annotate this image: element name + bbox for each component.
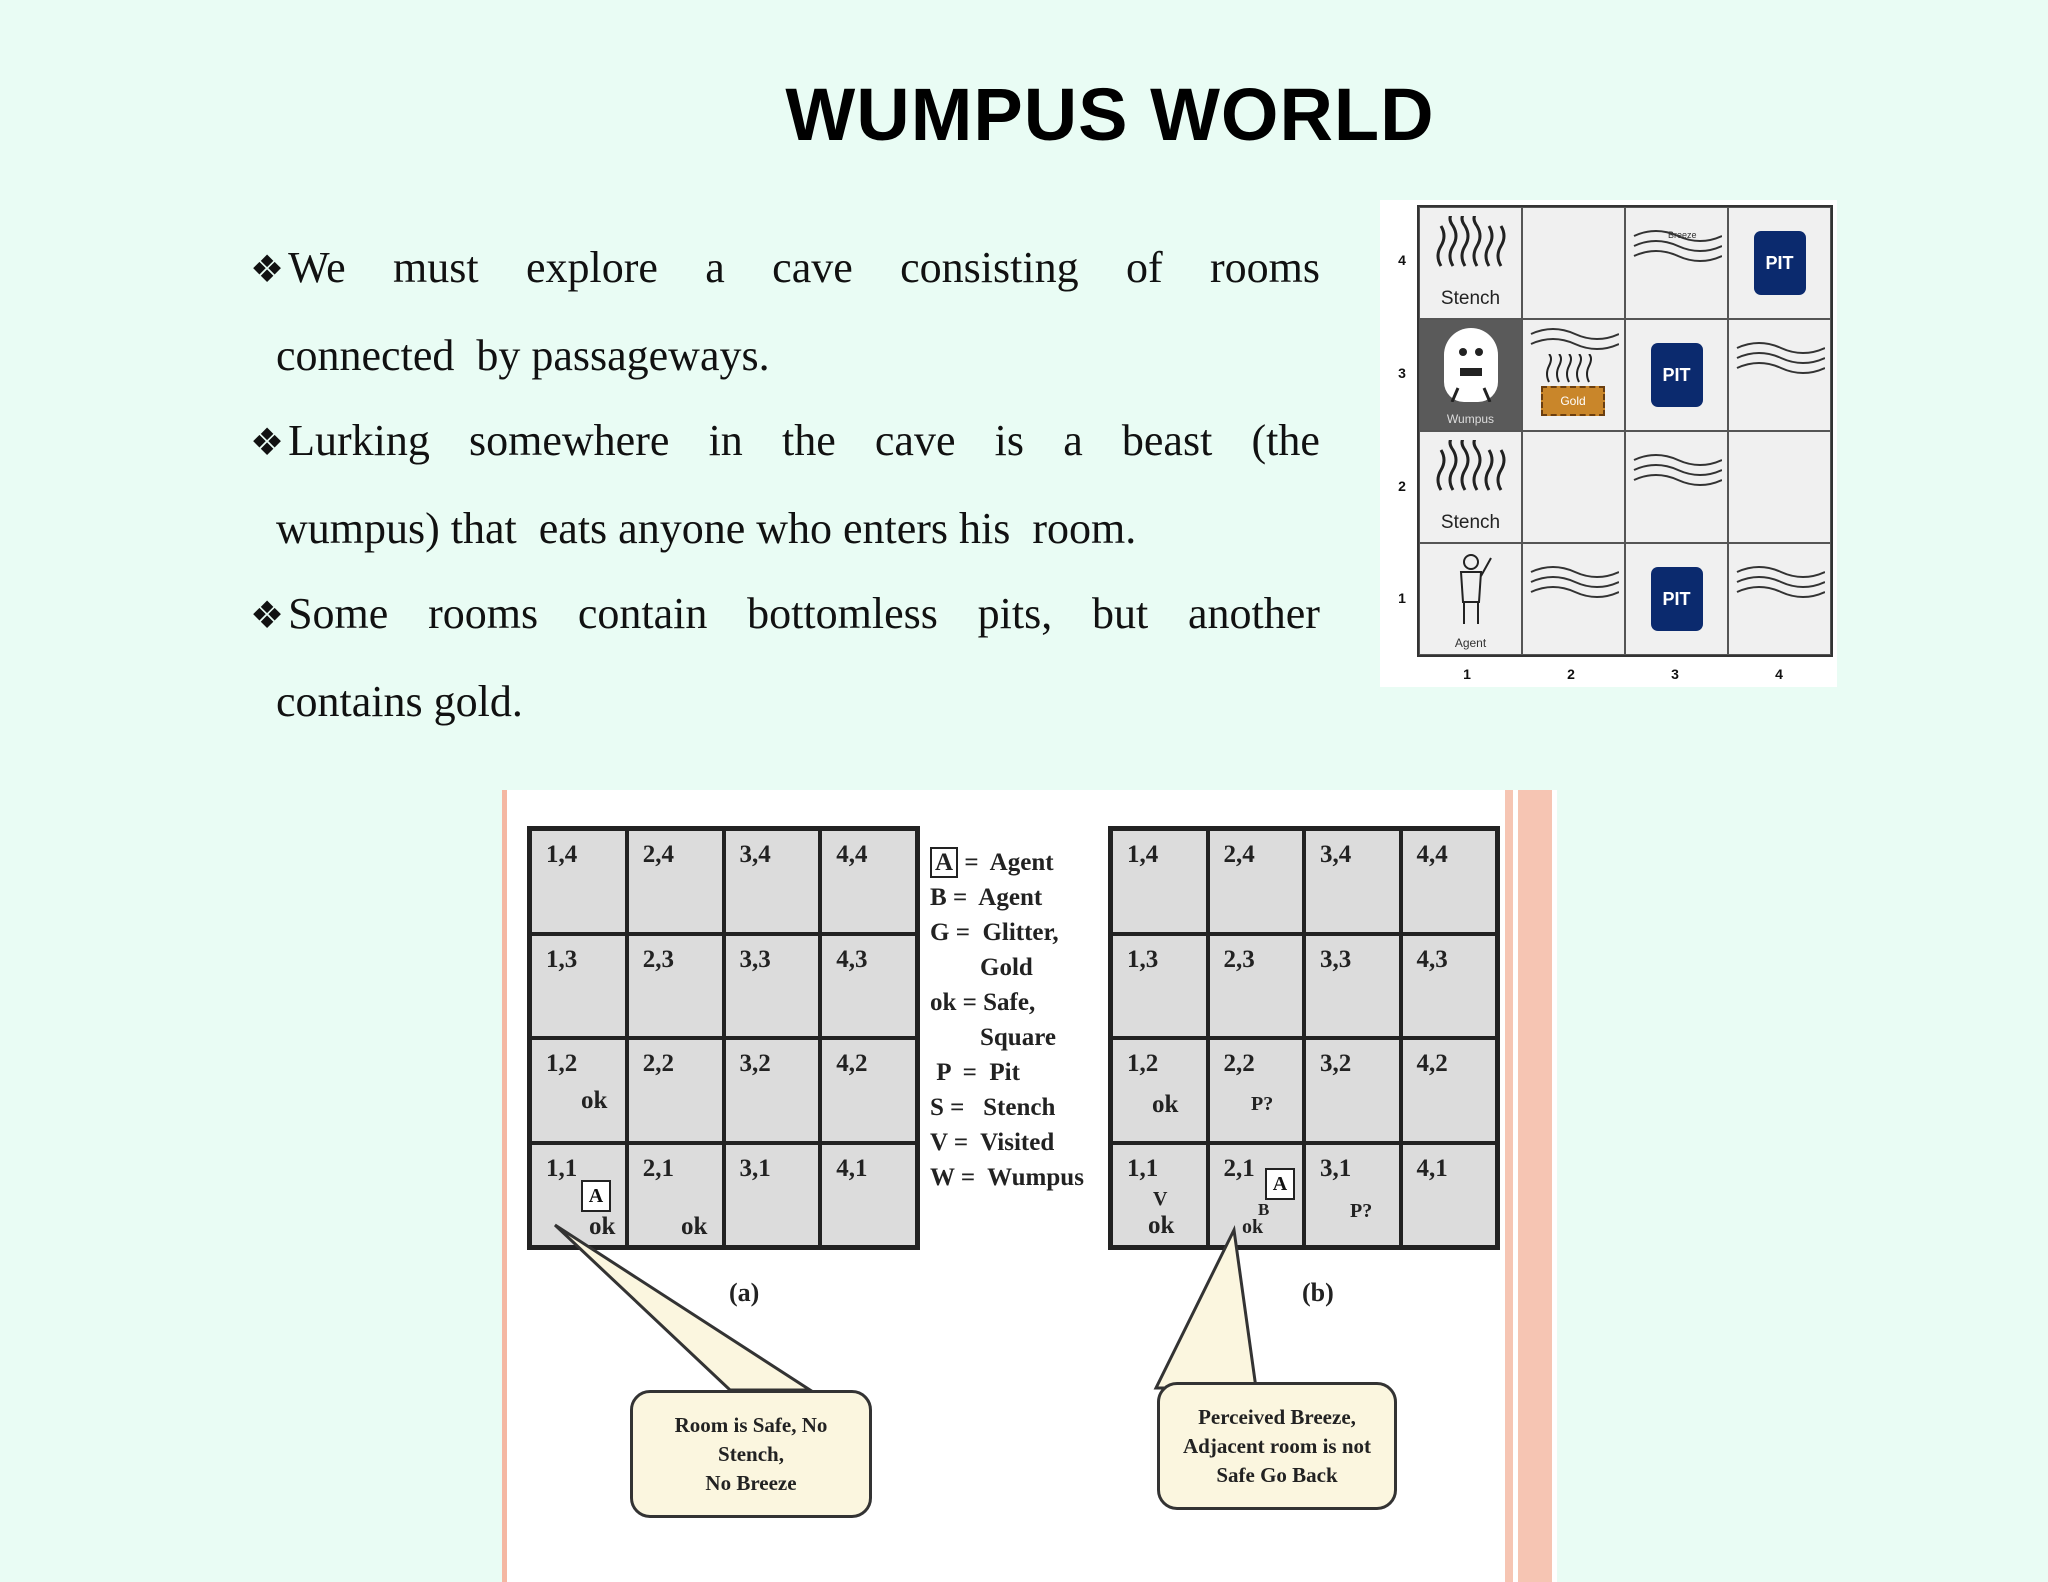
bullet-icon: ❖ — [250, 249, 285, 291]
agent-marker: A — [581, 1180, 611, 1212]
cell-1-2 — [1419, 431, 1522, 543]
callout-line: Adjacent room is not — [1182, 1433, 1371, 1458]
grid-cell — [530, 934, 627, 1039]
cell-2-1 — [1522, 543, 1625, 655]
cell-coordinate: 2,1 — [1223, 1154, 1255, 1182]
bullet-word: the — [781, 416, 836, 465]
callout-line: Safe Go Back — [1216, 1462, 1338, 1487]
grid-cell — [1401, 1038, 1498, 1143]
breeze-mark: B — [1258, 1200, 1270, 1219]
cell-coordinate: 2,2 — [642, 1050, 674, 1077]
cell-4-1 — [1728, 543, 1831, 655]
cell-coordinate: 1,1 — [1127, 1154, 1159, 1182]
cell-3-2 — [1625, 431, 1728, 543]
panel-border — [1505, 790, 1513, 1582]
cell-3-4 — [1625, 207, 1728, 319]
bullet-word: of — [1125, 243, 1163, 292]
cell-coordinate: 3,2 — [739, 1050, 771, 1077]
legend-text: = Stench — [943, 1094, 1056, 1121]
cell-coordinate: 4,2 — [1416, 1050, 1448, 1077]
callout-line: Stench, — [718, 1441, 784, 1466]
breeze-icon — [1632, 448, 1722, 488]
grid-cell — [1304, 934, 1401, 1039]
legend-key: G — [930, 919, 950, 946]
cell-1-1 — [1419, 543, 1522, 655]
legend-row — [930, 1090, 1084, 1125]
legend-row — [930, 915, 1084, 950]
cell-coordinate: 3,4 — [739, 841, 771, 868]
ok-mark: ok — [589, 1213, 616, 1240]
legend-text: Square — [930, 1024, 1056, 1051]
legend-key: P — [930, 1059, 951, 1086]
cell-2-3 — [1522, 319, 1625, 431]
callout-b-pointer — [1156, 1230, 1256, 1388]
pit-guess-mark: P? — [1251, 1093, 1274, 1115]
legend-key: B — [930, 884, 947, 911]
cell-coordinate: 2,4 — [642, 841, 674, 868]
cell-coordinate: 2,3 — [1223, 945, 1255, 973]
legend-row — [930, 1125, 1084, 1160]
pit-icon: PIT — [1651, 567, 1703, 631]
legend-key: A — [930, 847, 958, 878]
bullet-2-line2: wumpus) that eats anyone who enters his room. — [276, 504, 1137, 553]
grid-cell — [724, 1038, 821, 1143]
grid-cell — [1208, 1038, 1305, 1143]
stench-icon — [1431, 440, 1511, 500]
agent-icon — [1446, 550, 1496, 630]
legend-text: = Safe, — [956, 989, 1036, 1016]
stench-label: Stench — [1440, 512, 1501, 533]
stench-label: Stench — [1440, 288, 1501, 309]
bullet-word: cave — [772, 243, 853, 292]
caption-b: (b) — [1302, 1278, 1334, 1307]
agent-label: Agent — [1454, 636, 1487, 650]
grid-cell — [1401, 1143, 1498, 1248]
grid-cell — [1208, 934, 1305, 1039]
cell-coordinate: 4,3 — [836, 945, 868, 973]
callout-line: No Breeze — [705, 1470, 797, 1495]
cell-coordinate: 2,1 — [642, 1154, 674, 1182]
legend-text: = Glitter, — [949, 919, 1059, 946]
ok-mark: ok — [1148, 1212, 1175, 1239]
cell-4-2 — [1728, 431, 1831, 543]
cell-coordinate: 1,1 — [546, 1154, 578, 1182]
grid-cell — [1304, 1038, 1401, 1143]
bullet-word: ❖Lurking — [250, 416, 430, 465]
grid-cell — [724, 934, 821, 1039]
grid-cell — [1304, 829, 1401, 934]
legend-row — [930, 1055, 1084, 1090]
legend-key: V — [930, 1129, 948, 1156]
ok-mark: ok — [581, 1087, 608, 1114]
stench-icon — [1543, 354, 1603, 384]
board-grid — [1417, 205, 1833, 657]
visited-mark: V — [1153, 1188, 1168, 1210]
ok-mark: ok — [1242, 1216, 1264, 1238]
ok-mark: ok — [1152, 1091, 1179, 1118]
cell-1-4 — [1419, 207, 1522, 319]
row-number: 1 — [1398, 590, 1406, 606]
bullet-icon: ❖ — [250, 595, 285, 637]
bullet-word: a — [705, 243, 725, 292]
legend-key: W — [930, 1164, 955, 1191]
cell-coordinate: 4,4 — [836, 841, 868, 868]
grid-cell — [1208, 829, 1305, 934]
cell-coordinate: 1,3 — [546, 945, 578, 973]
ok-mark: ok — [681, 1213, 708, 1240]
wumpus-icon — [1444, 328, 1498, 402]
bullet-icon: ❖ — [250, 422, 285, 464]
legend-text: = Agent — [946, 884, 1043, 911]
breeze-text: Breeze — [1667, 230, 1697, 240]
callout-pointers — [540, 1210, 1340, 1410]
grid-cell — [530, 829, 627, 934]
callout-line: Room is Safe, No — [674, 1412, 828, 1437]
cell-coordinate: 2,3 — [642, 945, 674, 973]
bullet-word: bottomless — [747, 589, 938, 638]
row-number: 4 — [1398, 252, 1406, 268]
cell-coordinate: 4,3 — [1416, 945, 1448, 973]
grid-cell — [627, 1038, 724, 1143]
bullet-word: but — [1092, 589, 1149, 638]
legend-row — [930, 1020, 1084, 1055]
cell-3-3 — [1625, 319, 1728, 431]
col-number: 2 — [1567, 666, 1575, 682]
grid-cell — [1401, 829, 1498, 934]
grid-cell — [820, 829, 917, 934]
wumpus-face-icon — [1444, 328, 1498, 402]
grid-cell — [627, 829, 724, 934]
cell-coordinate: 3,2 — [1320, 1050, 1352, 1077]
bullet-word: beast — [1121, 416, 1213, 465]
breeze-icon — [1529, 560, 1619, 600]
cell-coordinate: 3,4 — [1320, 841, 1352, 868]
cell-coordinate: 1,4 — [546, 841, 578, 868]
bullet-word: in — [708, 416, 743, 465]
page-title: WUMPUS WORLD — [785, 73, 1435, 156]
cell-4-3 — [1728, 319, 1831, 431]
cell-coordinate: 3,3 — [739, 945, 771, 973]
cell-2-4 — [1522, 207, 1625, 319]
callout-a-pointer — [555, 1225, 810, 1390]
legend-text: Gold — [930, 954, 1033, 981]
grid-cell — [820, 934, 917, 1039]
bullet-word: (the — [1251, 416, 1320, 465]
gold-icon: Gold — [1541, 386, 1605, 416]
grid-cell — [820, 1038, 917, 1143]
cell-coordinate: 4,2 — [836, 1050, 868, 1077]
bullet-list — [250, 225, 1320, 744]
cell-4-4 — [1728, 207, 1831, 319]
pit-guess-mark: P? — [1350, 1200, 1373, 1222]
bullet-word: consisting — [900, 243, 1079, 292]
grid-cell — [1111, 829, 1208, 934]
grid-cell — [530, 1038, 627, 1143]
bullet-1-line1 — [250, 225, 1320, 313]
cell-coordinate: 1,2 — [546, 1050, 578, 1077]
cell-2-2 — [1522, 431, 1625, 543]
legend-row — [930, 845, 1084, 880]
bullet-word: rooms — [1210, 243, 1320, 292]
legend-row — [930, 950, 1084, 985]
pit-icon: PIT — [1754, 231, 1806, 295]
bullet-3-line2: contains gold. — [276, 677, 523, 726]
bullet-word: a — [1063, 416, 1083, 465]
wumpus-label: Wumpus — [1446, 412, 1495, 426]
cell-coordinate: 1,2 — [1127, 1050, 1159, 1077]
legend-text: = Agent — [958, 849, 1054, 876]
legend — [930, 845, 1084, 1195]
breeze-icon — [1632, 224, 1722, 264]
col-number: 3 — [1671, 666, 1679, 682]
legend-key: ok — [930, 989, 957, 1016]
knowledge-grid-b — [1108, 826, 1500, 1250]
callout-line: Perceived Breeze, — [1198, 1404, 1356, 1429]
cell-coordinate: 2,4 — [1223, 841, 1255, 868]
cell-coordinate: 3,1 — [739, 1154, 771, 1182]
breeze-icon — [1529, 324, 1619, 354]
row-number: 3 — [1398, 365, 1406, 381]
caption-a: (a) — [729, 1278, 760, 1307]
bullet-word: rooms — [428, 589, 539, 638]
stench-icon — [1431, 216, 1511, 276]
cell-coordinate: 4,1 — [836, 1154, 868, 1182]
callout-b — [1157, 1382, 1397, 1510]
bullet-word: another — [1188, 589, 1320, 638]
cell-3-1 — [1625, 543, 1728, 655]
pit-icon: PIT — [1651, 343, 1703, 407]
legend-row — [930, 1160, 1084, 1195]
bullet-word: ❖We — [250, 243, 346, 292]
bullet-2-line1 — [250, 398, 1320, 486]
legend-text: = Pit — [950, 1059, 1020, 1086]
bullet-word: contain — [577, 589, 708, 638]
legend-text: = Visited — [947, 1129, 1055, 1156]
bullet-word: ❖Some — [250, 589, 389, 638]
cell-coordinate: 1,3 — [1127, 945, 1159, 973]
cell-1-3 — [1419, 319, 1522, 431]
bullet-word: must — [393, 243, 479, 292]
callout-a — [630, 1390, 872, 1518]
cell-coordinate: 4,1 — [1416, 1154, 1448, 1182]
panel-border — [1518, 790, 1552, 1582]
cell-coordinate: 3,1 — [1320, 1154, 1352, 1182]
bullet-1-line2: connected by passageways. — [276, 331, 770, 380]
bullet-word: is — [994, 416, 1025, 465]
breeze-icon — [1735, 560, 1825, 600]
bullet-word: cave — [874, 416, 956, 465]
grid-cell — [627, 934, 724, 1039]
bullet-word: pits, — [977, 589, 1053, 638]
legend-row — [930, 985, 1084, 1020]
cell-coordinate: 3,3 — [1320, 945, 1352, 973]
col-number: 1 — [1463, 666, 1471, 682]
breeze-icon — [1735, 336, 1825, 376]
wumpus-board — [1380, 200, 1837, 687]
bullet-word: explore — [525, 243, 658, 292]
row-number: 2 — [1398, 478, 1406, 494]
cell-coordinate: 2,2 — [1223, 1050, 1255, 1077]
legend-row — [930, 880, 1084, 915]
legend-key: S — [930, 1094, 944, 1121]
grid-cell — [1111, 934, 1208, 1039]
col-number: 4 — [1775, 666, 1783, 682]
bullet-word: somewhere — [469, 416, 670, 465]
grid-cell — [724, 829, 821, 934]
legend-text: = Wumpus — [954, 1164, 1084, 1191]
cell-coordinate: 4,4 — [1416, 841, 1448, 868]
grid-cell — [1401, 934, 1498, 1039]
cell-coordinate: 1,4 — [1127, 841, 1159, 868]
agent-marker: A — [1265, 1168, 1295, 1200]
bullet-3-line1 — [250, 571, 1320, 659]
